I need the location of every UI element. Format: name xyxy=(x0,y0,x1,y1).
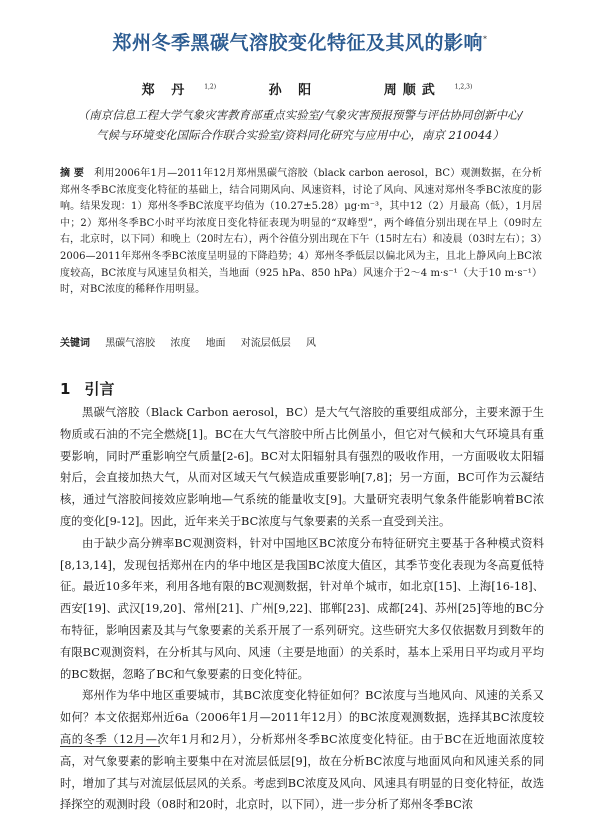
abstract-label: 摘 要 xyxy=(60,168,85,179)
keywords-label: 关键词 xyxy=(60,338,90,349)
keyword: 黑碳气溶胶 xyxy=(105,338,156,349)
section-title: 引言 xyxy=(84,380,115,398)
author-name: 孙 阳 xyxy=(268,83,318,98)
paper-title xyxy=(0,28,600,55)
keyword: 地面 xyxy=(205,338,226,349)
abstract xyxy=(60,166,542,299)
title-text: 郑州冬季黑碳气溶胶变化特征及其风的影响 xyxy=(112,32,483,54)
author-name: 周顺武 xyxy=(383,83,441,98)
keyword: 对流层低层 xyxy=(240,338,291,349)
footnote-rule xyxy=(60,746,160,747)
body-text xyxy=(60,402,544,816)
body-paragraph: 郑州作为华中地区重要城市，其BC浓度变化特征如何？BC浓度与当地风向、风速的关系又如何？本文依据郑州近6a（2006年1月—2011年12月）的BC浓度观测数据，选择其BC浓度较高的冬季（12月—次年1月和2月），分析郑州冬季BC浓度变化特征。由于BC在近地面浓度较高，对气象要素的影响主要集中在对流层低层[9]，故在分析BC浓度与地面风向和风速关系的同时，增加了其与对流层低层风的关系。考虑到BC浓度及风向、风速具有明显的日变化特征，故选择探空的观测时段（08时和20时，北京时，以下同），进一步分析了郑州冬季BC浓 xyxy=(60,689,544,812)
keyword: 风 xyxy=(305,338,316,349)
abstract-text: 利用2006年1月—2011年12月郑州黑碳气溶胶（black carbon aerosol，BC）观测数据，在分析郑州冬季BC浓度变化特征的基础上，结合同期风向、风速资料，讨论了风向、风速对郑州冬季BC浓度的影响。结果发现：1）郑州冬季BC浓度平均值为（10.27±5.28）μg·m⁻³，其中12（2）月最高（低），1月居中；2）郑州冬季BC小时平均浓度日变化特征表现为明显的“双峰型”，两个峰值分别出现在早上（09时左右，北京时，以下同）和晚上（20时左右），两个谷值分别出现在下午（15时左右）和凌晨（03时左右）；3）2006—2011年郑州冬季BC浓度呈明显的下降趋势；4）郑州冬季低层以偏北风为主，且北上静风向上BC浓度较高，BC浓度与风速呈负相关，当地面（925 hPa、850 hPa）风速介于2～4 m·s⁻¹（大于10 m·s⁻¹）时，对BC浓度的稀释作用明显。 xyxy=(60,168,542,296)
affiliation-line: 气候与环境变化国际合作联合实验室/资料同化研究与应用中心，南京 210044） xyxy=(96,128,504,142)
author-mark: 1,2,3) xyxy=(454,83,473,91)
body-paragraph: 由于缺少高分辨率BC观测资料，针对中国地区BC浓度分布特征研究主要基于各种模式资料[8,13,14]，发现包括郑州在内的华中地区是我国BC浓度大值区，其季节变化表现为冬高夏低特征。最近10多年来，利用各地有限的BC观测数据，针对单个城市，如北京[15]、上海[16-18]、西安[19]、武汉[19,20]、常州[21]、广州[9,22]、邯郸[23]、成都[24]、苏州[25]等地的BC分布特征，影响因素及其与气象要素的关系开展了一系列研究。这些研究大多仅依据数月到数年的有限BC观测资料，在分析其与风向、风速（主要是地面）的关系时，基本上采用日平均或月平均的BC数据，忽略了BC和气象要素的日变化特征。 xyxy=(60,536,544,681)
author xyxy=(128,83,216,98)
affiliation-line: （南京信息工程大学气象灾害教育部重点实验室/气象灾害预报预警与评估协同创新中心/ xyxy=(77,108,523,122)
author xyxy=(370,83,473,98)
keywords xyxy=(60,334,542,349)
author-mark: 1,2) xyxy=(204,83,217,91)
section-number: 1 xyxy=(60,380,71,398)
affiliation xyxy=(40,105,560,145)
author-list xyxy=(0,79,600,98)
keyword: 浓度 xyxy=(170,338,191,349)
title-footnote-mark: * xyxy=(483,34,488,44)
body-paragraph: 黑碳气溶胶（Black Carbon aerosol，BC）是大气气溶胶的重要组成部分，主要来源于生物质或石油的不完全燃烧[1]。BC在大气气溶胶中所占比例虽小，但它对气候和大气环境具有重要影响，同时严重影响空气质量[2-6]。BC对太阳辐射具有强烈的吸收作用，一方面吸收太阳辐射后，会直接加热大气，从而对区域天气气候造成重要影响[7,8]；另一方面，BC可作为云凝结核，通过气溶胶间接效应影响地—气系统的能量收支[9]。大量研究表明气象条件能影响着BC浓度的变化[9-12]。因此，近年来关于BC浓度与气象要素的关系一直受到关注。 xyxy=(60,406,544,528)
author xyxy=(255,83,332,98)
section-heading xyxy=(60,378,114,399)
author-name: 郑 丹 xyxy=(141,83,191,98)
